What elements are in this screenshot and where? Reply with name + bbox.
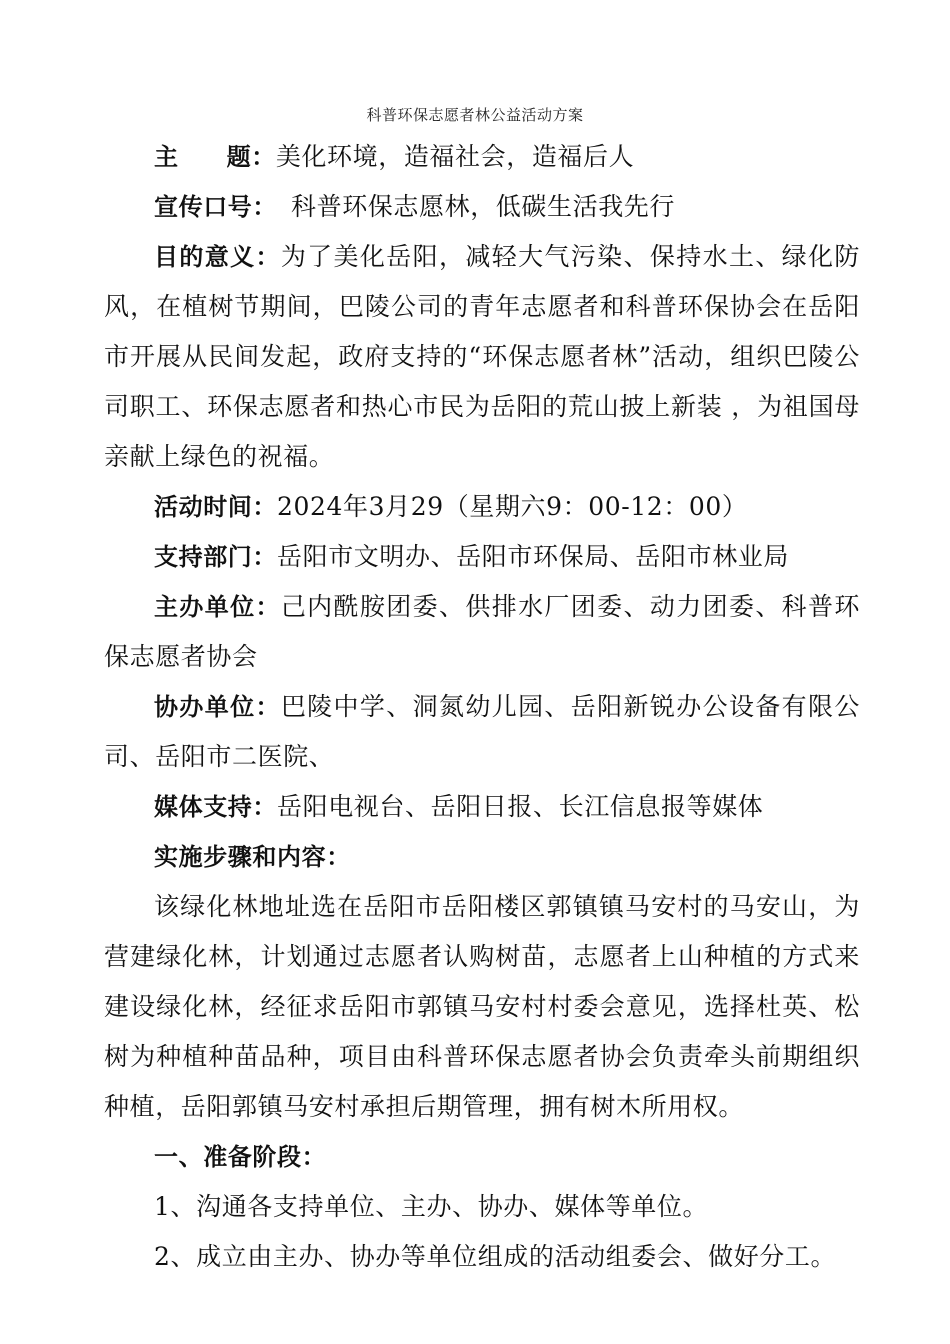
phase1-item: 1、沟通各支持单位、主办、协办、媒体等单位。 — [154, 1192, 709, 1221]
phase1-heading: 一、准备阶段： — [154, 1143, 327, 1171]
purpose-paragraph — [104, 232, 860, 482]
time-label: 活动时间： — [154, 493, 277, 521]
slogan-line — [104, 182, 860, 232]
co-host-value: 巴陵中学、洞氮幼儿园、岳阳新锐办公设备有限公司、岳阳市二医院、 — [104, 692, 861, 771]
co-host-label: 协办单位： — [154, 693, 281, 721]
slogan-value: 科普环保志愿林，低碳生活我先行 — [291, 192, 676, 221]
media-value: 岳阳电视台、岳阳日报、长江信息报等媒体 — [277, 792, 764, 821]
theme-value: 美化环境，造福社会，造福后人 — [275, 142, 635, 171]
time-line — [104, 482, 860, 532]
document-header-title: 科普环保志愿者林公益活动方案 — [366, 106, 584, 124]
purpose-value: 为了美化岳阳，减轻大气污染、保持水土、绿化防风，在植树节期间，巴陵公司的青年志愿者和科普环保协会在岳阳市开展从民间发起，政府支持的“环保志愿者林”活动，组织巴陵公司职工、环保志愿者和热心市民为岳阳的荒山披上新装 ，为祖国母亲献上绿色的祝福。 — [104, 242, 861, 471]
host-paragraph — [104, 582, 860, 682]
purpose-label: 目的意义： — [154, 243, 281, 271]
co-host-paragraph — [104, 682, 860, 782]
theme-label-part2: 题： — [226, 143, 276, 171]
steps-heading: 实施步骤和内容： — [154, 843, 351, 871]
theme-line — [104, 132, 860, 182]
slogan-label: 宣传口号： — [154, 193, 277, 221]
steps-heading-line — [104, 832, 860, 882]
theme-label-part1: 主 — [154, 143, 179, 171]
document-body — [104, 132, 860, 1282]
support-label: 支持部门： — [154, 543, 277, 571]
phase1-heading-line — [104, 1132, 860, 1182]
steps-intro-paragraph: 该绿化林地址选在岳阳市岳阳楼区郭镇镇马安村的马安山，为营建绿化林，计划通过志愿者认购树苗，志愿者上山种植的方式来建设绿化林，经征求岳阳市郭镇马安村村委会意见，选择杜英、松树为种植种苗品种，项目由科普环保志愿者协会负责牵头前期组织种植，岳阳郭镇马安村承担后期管理，拥有树木所用权。 — [104, 892, 860, 1121]
host-value: 己内酰胺团委、供排水厂团委、动力团委、科普环保志愿者协会 — [104, 592, 861, 671]
media-line — [104, 782, 860, 832]
support-line — [104, 532, 860, 582]
host-label: 主办单位： — [154, 593, 281, 621]
phase1-item: 2、成立由主办、协办等单位组成的活动组委会、做好分工。 — [154, 1242, 837, 1271]
media-label: 媒体支持： — [154, 793, 277, 821]
time-value: 2024年3月29（星期六9：00-12：00） — [277, 492, 748, 521]
support-value: 岳阳市文明办、岳阳市环保局、岳阳市林业局 — [277, 542, 790, 571]
